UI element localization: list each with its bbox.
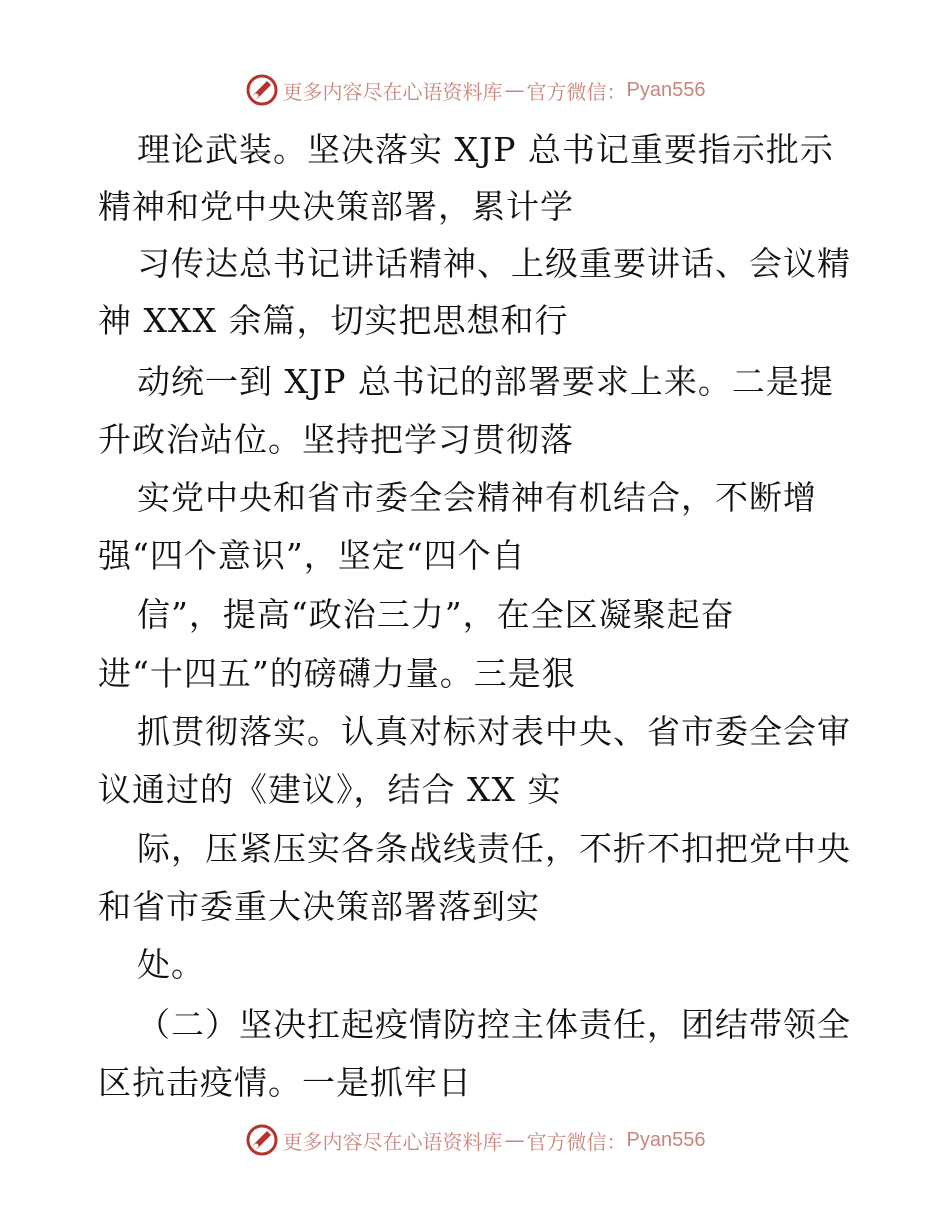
watermark-dash: — <box>504 1128 525 1152</box>
logo-icon <box>245 1123 279 1157</box>
text-line: 动统一到 XJP 总书记的部署要求上来。二是提 <box>137 362 834 401</box>
header-watermark <box>0 70 950 110</box>
logo-icon <box>245 73 279 107</box>
watermark-label: 官方微信： <box>526 1129 627 1154</box>
watermark-label: 官方微信： <box>526 79 627 104</box>
text-line: 和省市委重大决策部署落到实 <box>98 887 540 926</box>
footer-watermark <box>0 1120 950 1160</box>
text-line: 习传达总书记讲话精神、上级重要讲话、会议精 <box>137 244 851 283</box>
text-line: 议通过的《建议》，结合 XX 实 <box>98 770 562 809</box>
text-line: 强“四个意识”，坚定“四个自 <box>98 536 526 575</box>
text-line: 神 XXX 余篇，切实把思想和行 <box>98 301 569 340</box>
text-line: 理论武装。坚决落实 XJP 总书记重要指示批示 <box>137 130 834 169</box>
watermark-id: Pyan556 <box>626 1128 706 1151</box>
text-line: 信”，提高“政治三力”，在全区凝聚起奋 <box>137 595 735 634</box>
watermark-text: 更多内容尽在心语资料库 <box>282 79 503 104</box>
watermark-id: Pyan556 <box>626 78 706 101</box>
watermark-dash: — <box>504 78 525 102</box>
text-line: 处。 <box>137 945 205 984</box>
text-line: 进“十四五”的磅礴力量。三是狠 <box>98 654 576 693</box>
text-line: 升政治站位。坚持把学习贯彻落 <box>98 420 574 459</box>
watermark-text: 更多内容尽在心语资料库 <box>282 1129 503 1154</box>
text-line: （二）坚决扛起疫情防控主体责任，团结带领全 <box>137 1005 851 1044</box>
text-line: 区抗击疫情。一是抓牢日 <box>98 1063 472 1102</box>
text-line: 际，压紧压实各条战线责任，不折不扣把党中央 <box>137 829 851 868</box>
text-line: 抓贯彻落实。认真对标对表中央、省市委全会审 <box>137 712 851 751</box>
text-line: 实党中央和省市委全会精神有机结合，不断增 <box>137 478 817 517</box>
text-line: 精神和党中央决策部署，累计学 <box>98 187 574 226</box>
